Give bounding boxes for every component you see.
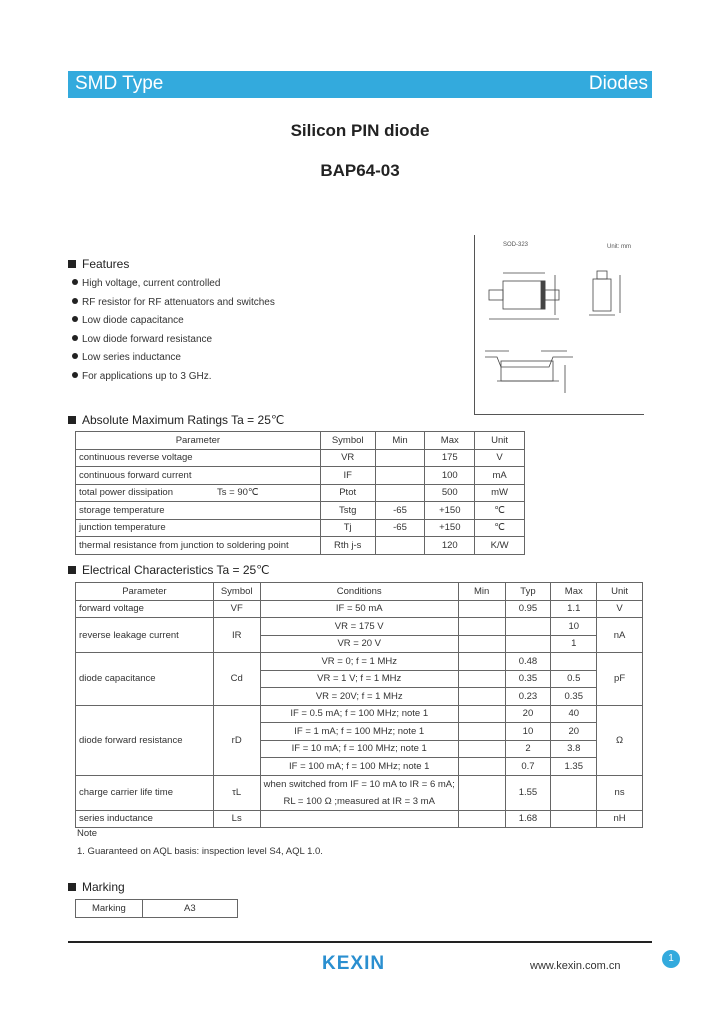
table-row: continuous reverse voltage VR 175 V <box>76 449 525 467</box>
list-item: For applications up to 3 GHz. <box>72 369 275 388</box>
product-type: SMD Type <box>75 73 164 94</box>
table-row: VR = 20V; f = 1 MHz 0.23 0.35 <box>76 688 643 706</box>
table-row: VR = 20 V 1 <box>76 635 643 653</box>
table-row: Parameter Symbol Conditions Min Typ Max Unit <box>76 583 643 601</box>
features-heading: Features <box>68 257 129 271</box>
abs-max-table <box>75 431 525 555</box>
elec-heading: Electrical Characteristics Ta = 25℃ <box>68 563 270 577</box>
list-item: Low diode capacitance <box>72 313 275 332</box>
marking-table <box>75 899 238 918</box>
package-name: SOD-323 <box>503 242 529 248</box>
table-row: storage temperature Tstg -65 +150 ℃ <box>76 502 525 520</box>
list-item: Low series inductance <box>72 350 275 369</box>
note-title: Note <box>77 828 98 839</box>
bullet-icon <box>72 298 78 304</box>
table-row: Parameter Symbol Min Max Unit <box>76 432 525 450</box>
abs-max-heading: Absolute Maximum Ratings Ta = 25℃ <box>68 413 284 427</box>
table-row: forward voltage VF IF = 50 mA 0.95 1.1 V <box>76 600 643 618</box>
kexin-logo: KEXIN <box>322 953 386 974</box>
device-title: Silicon PIN diode <box>290 121 430 140</box>
list-item: High voltage, current controlled <box>72 276 275 295</box>
list-item: RF resistor for RF attenuators and switches <box>72 295 275 314</box>
table-row: series inductance Ls 1.68 nH <box>76 810 643 828</box>
product-category: Diodes <box>588 73 648 94</box>
footer-divider <box>68 941 652 943</box>
bullet-icon <box>72 279 78 285</box>
elec-char-table <box>75 582 643 828</box>
bullet-icon <box>72 353 78 359</box>
bullet-icon <box>72 372 78 378</box>
package-drawing <box>474 235 644 415</box>
table-row: junction temperature Tj -65 +150 ℃ <box>76 519 525 537</box>
power-condition: Ts = 90℃ <box>217 487 259 499</box>
package-outline-diagram <box>475 235 645 415</box>
table-row: Marking A3 <box>76 900 238 918</box>
header-banner <box>68 71 652 98</box>
table-row: IF = 1 mA; f = 100 MHz; note 1 10 20 <box>76 723 643 741</box>
part-number: BAP64-03 <box>320 161 400 180</box>
table-row: thermal resistance from junction to soldering point Rth j-s 120 K/W <box>76 537 525 555</box>
list-item: Low diode forward resistance <box>72 332 275 351</box>
package-unit: Unit: mm <box>607 244 631 250</box>
table-row: VR = 1 V; f = 1 MHz 0.35 0.5 <box>76 670 643 688</box>
bullet-icon <box>72 316 78 322</box>
note-text: 1. Guaranteed on AQL basis: inspection level S4, AQL 1.0. <box>77 846 323 857</box>
table-row: IF = 100 mA; f = 100 MHz; note 1 0.7 1.35 <box>76 758 643 776</box>
bullet-icon <box>72 335 78 341</box>
table-row: charge carrier life time τL when switched from IF = 10 mA to IR = 6 mA; RL = 100 Ω ;measured at IR = 3 mA 1.55 ns <box>76 775 643 810</box>
table-row: IF = 10 mA; f = 100 MHz; note 1 2 3.8 <box>76 740 643 758</box>
table-row: total power dissipation Ts = 90℃ Ptot 500 mW <box>76 484 525 502</box>
table-row: diode capacitance Cd VR = 0; f = 1 MHz 0.48 pF <box>76 653 643 671</box>
table-row: diode forward resistance rD IF = 0.5 mA; f = 100 MHz; note 1 20 40 Ω <box>76 705 643 723</box>
features-list <box>72 276 275 387</box>
marking-heading: Marking <box>68 880 125 894</box>
website-url: www.kexin.com.cn <box>530 960 621 972</box>
table-row: continuous forward current IF 100 mA <box>76 467 525 485</box>
table-row: reverse leakage current IR VR = 175 V 10 nA <box>76 618 643 636</box>
page-number: 1 <box>662 950 680 968</box>
